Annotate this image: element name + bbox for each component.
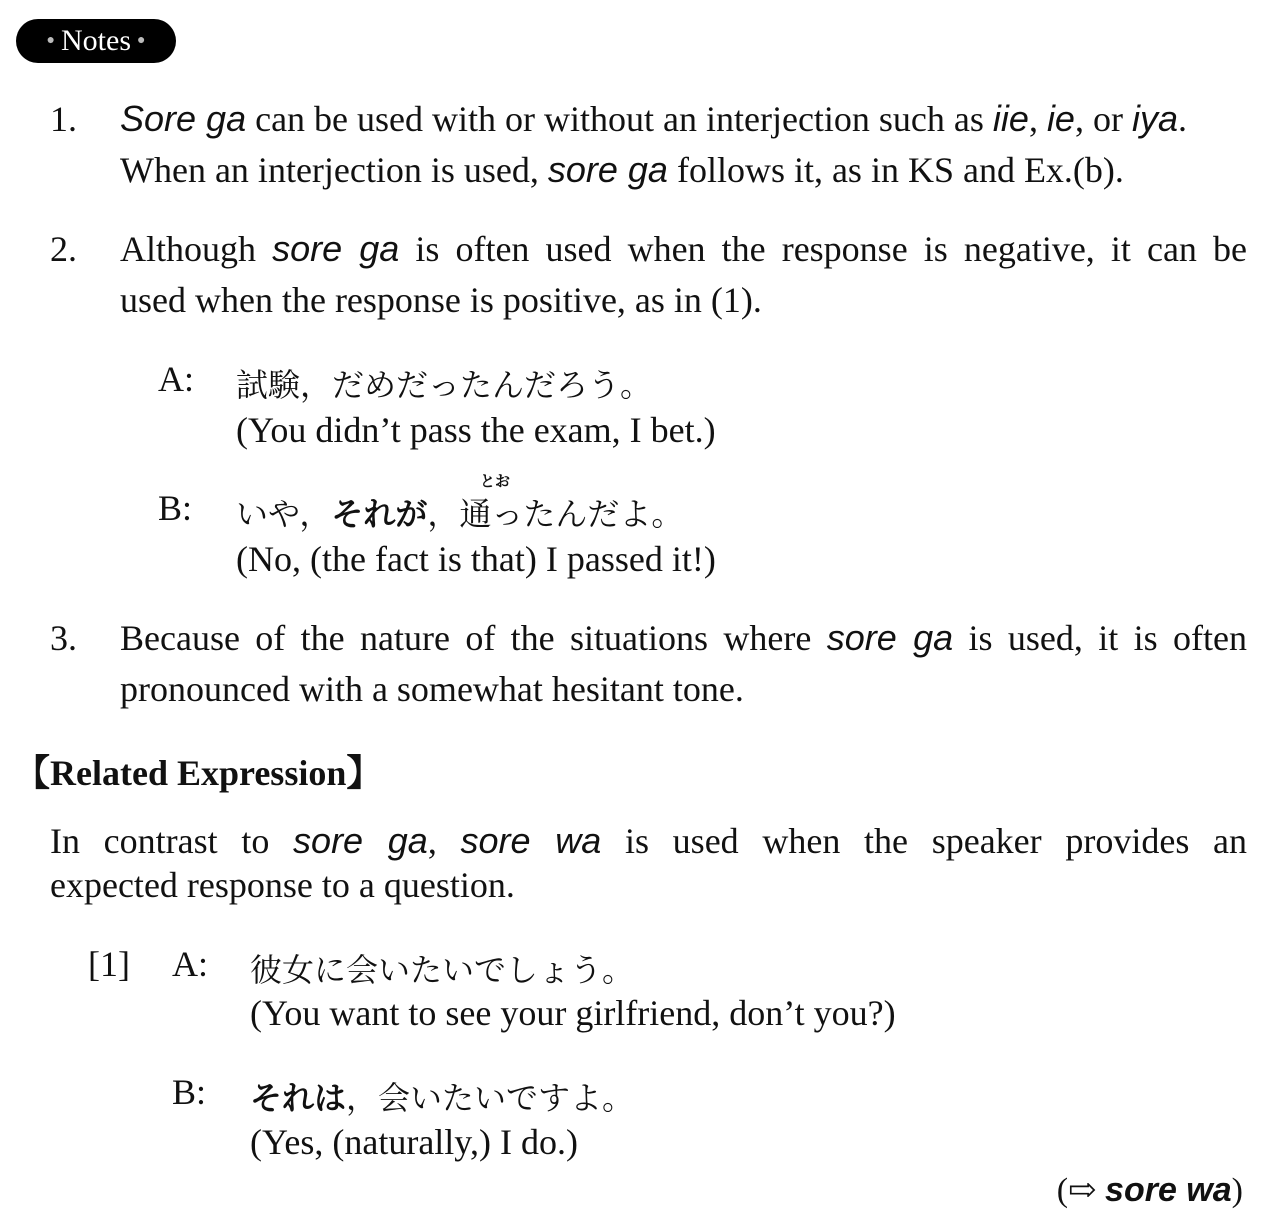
- related-example-speaker-b: B:: [172, 1072, 207, 1112]
- note-1-number: 1.: [50, 99, 77, 139]
- related-paragraph-line-1: [50, 820, 1247, 862]
- note-3-number: 3.: [50, 618, 77, 658]
- example-1-b-rest: ，通ったんだよ。: [427, 495, 684, 533]
- note-1-term-ie: ie: [1046, 98, 1075, 139]
- note-1-term-iya: iya: [1131, 98, 1178, 139]
- note-1-line-2: [120, 149, 1247, 191]
- arrow-right-icon: ⇨: [1068, 1172, 1097, 1209]
- related-text: In contrast to: [50, 821, 294, 861]
- note-2-rest: is often used when the response is negative, it can be: [399, 229, 1247, 269]
- cross-reference-link[interactable]: [1057, 1170, 1243, 1210]
- note-3-line-2: pronounced with a somewhat hesitant tone.: [120, 669, 744, 709]
- note-3-line-1: [120, 617, 1247, 659]
- note-1-text: can be used with or without an interjection such as: [246, 99, 993, 139]
- example-1-b-japanese: [236, 489, 683, 535]
- note-1-or: , or: [1074, 99, 1132, 139]
- related-rest: is used when the speaker provides an: [601, 821, 1248, 861]
- note-1-line-2-term: sore ga: [547, 149, 668, 190]
- note-1-line-2-text: When an interjection is used,: [120, 150, 548, 190]
- note-1-line-1: [120, 98, 1247, 140]
- example-1-speaker-b: B:: [158, 488, 193, 528]
- note-2-line-2: used when the response is positive, as in (1).: [120, 280, 762, 320]
- note-2-text: Although: [120, 229, 273, 269]
- related-term-soreg: sore ga: [293, 820, 428, 861]
- note-3-term: sore ga: [826, 617, 954, 658]
- note-2-number: 2.: [50, 229, 77, 269]
- related-example-speaker-a: A:: [172, 944, 208, 984]
- note-1-term-iie: iie: [992, 98, 1029, 139]
- cross-reference-term: sore wa: [1105, 1171, 1232, 1209]
- badge-dot-left: ●: [46, 33, 55, 48]
- note-3-rest: is used, it is often: [953, 618, 1247, 658]
- related-example-b-sorewa: それは: [250, 1079, 347, 1117]
- related-expression-heading: 【Related Expression】: [14, 753, 383, 793]
- cross-reference-open: (: [1056, 1172, 1069, 1209]
- related-example-b-english: (Yes, (naturally,) I do.): [250, 1122, 578, 1162]
- example-1-a-japanese: 試験，だめだったんだろう。: [236, 366, 653, 404]
- example-1-speaker-a: A:: [158, 359, 194, 399]
- related-term-sorewa: sore wa: [460, 820, 602, 861]
- notes-badge: [16, 19, 176, 63]
- notes-badge-label: Notes: [61, 24, 131, 57]
- example-1-b-soreg: それが: [331, 495, 428, 533]
- note-3-text: Because of the nature of the situations where: [120, 618, 827, 658]
- note-1-line-2-rest: follows it, as in KS and Ex.(b).: [667, 150, 1124, 190]
- cross-reference-close: ): [1231, 1172, 1243, 1209]
- related-paragraph-line-2: expected response to a question.: [50, 865, 515, 905]
- note-1-term: Sore ga: [120, 98, 247, 139]
- related-example-b-japanese: [250, 1073, 634, 1119]
- example-1-ruby: とお: [480, 472, 511, 490]
- example-1-b-iya: いや，: [236, 495, 332, 533]
- related-comma: ,: [427, 821, 461, 861]
- related-example-b-rest: ，会いたいですよ。: [346, 1079, 635, 1117]
- note-2-line-1: [120, 228, 1247, 270]
- related-example-a-japanese: 彼女に会いたいでしょう。: [250, 951, 635, 989]
- related-example-label: [1]: [88, 944, 130, 984]
- related-example-a-english: (You want to see your girlfriend, don’t you?): [250, 993, 896, 1033]
- note-1-comma: ,: [1028, 99, 1047, 139]
- note-1-period: .: [1178, 99, 1187, 139]
- example-1-b-english: (No, (the fact is that) I passed it!): [236, 539, 716, 579]
- badge-dot-right: ●: [137, 33, 146, 48]
- note-2-term: sore ga: [272, 228, 400, 269]
- example-1-a-english: (You didn’t pass the exam, I bet.): [236, 410, 716, 450]
